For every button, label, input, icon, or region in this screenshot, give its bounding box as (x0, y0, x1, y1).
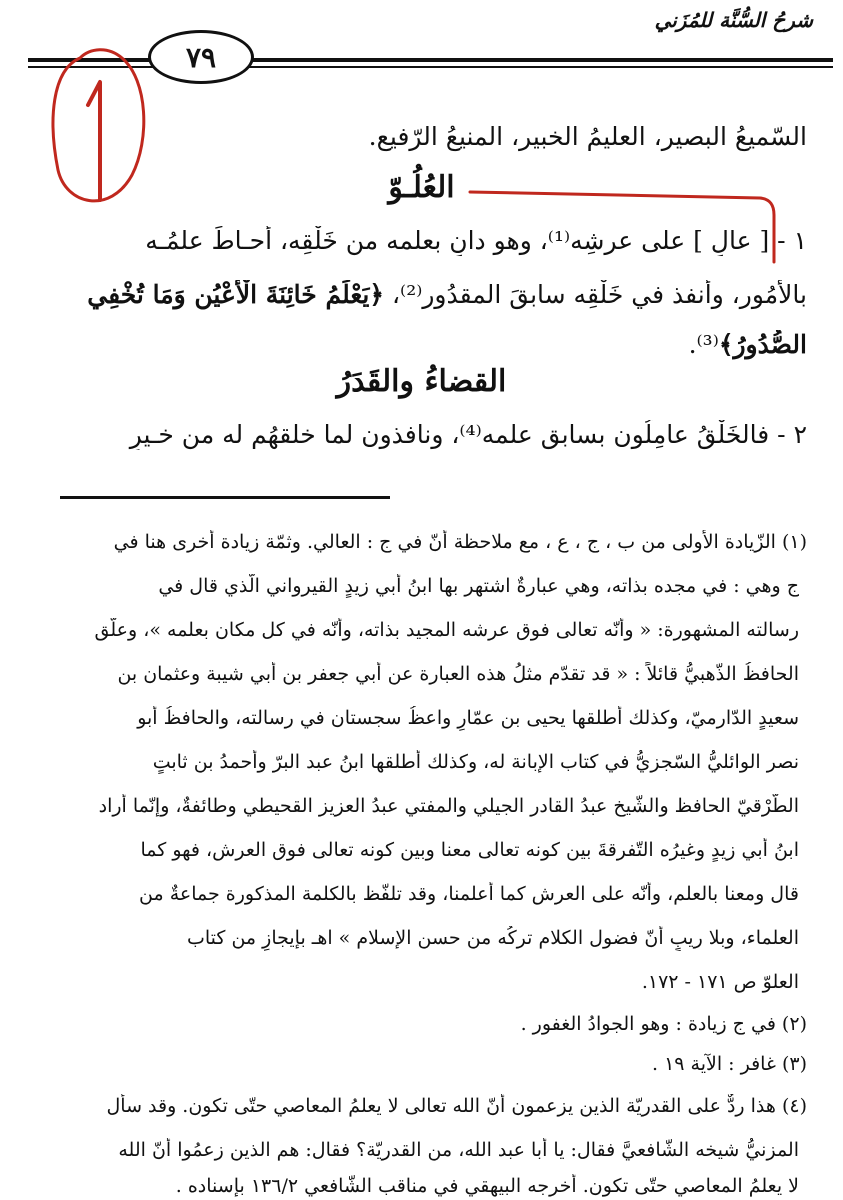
section-heading-qada-qadar: القضاءُ والقَدَرُ (336, 364, 507, 399)
footnote-3: (٣) غافر : الآية ١٩ . (651, 1053, 807, 1075)
footnote-4-line-1: (٤) هذا ردٌّ على القدريّة الذين يزعمون أنّ الله تعالى لا يعلمُ المعاصي حتّى تكون. وقد سأل (106, 1095, 807, 1117)
section-heading-uluw: العُلُـوّ (388, 170, 455, 205)
footnote-1-line-11: العلوّ ص ١٧١ - ١٧٢. (641, 971, 799, 993)
footnote-1-line-3: رسالته المشهورة: « وأنّه تعالى فوق عرشه المجيد بذاته، وأنّه في كل مكان بعلمه »، وعلّق (94, 619, 799, 641)
paragraph-1-line-3 (30, 330, 807, 360)
paragraph-1-line-2 (30, 280, 807, 310)
p1-line2-text: بالأمُور، وأنفذ في خَلْقِه سابقَ المقدُور⁽²⁾، (384, 280, 807, 309)
footnote-1-line-7: الطّرْقيّ الحافظ والشّيخ عبدُ القادر الجيلي والمفتي عبدُ العزيز القحيطي وطائفةٌ، وإنّما أراد (98, 795, 799, 817)
footnote-1-line-10: العلماء، وبلا ريبٍ أنّ فضول الكلام تركُه من حسن الإسلام » اهـ بإيجازٍ من كتاب (186, 927, 799, 949)
footnote-1-line-9: قال ومعنا بالعلم، وأنّه على العرش كما أعلمنا، وقد تلفّظ بالكلمة المذكورة جماعةٌ من (139, 883, 799, 905)
page-number-badge: ٧٩ (148, 30, 254, 84)
footnote-1-line-1: (١) الزّيادة الأولى من ب ، ج ، ع ، مع ملاحظة أنّ في ج : العالي. وثمّة زيادة أخرى هنا في (113, 531, 807, 553)
footnote-1-line-4: الحافظُ الذّهبيُّ قائلاً : « قد تقدّم مثلُ هذه العبارة عن أبي جعفر بن أبي شيبة وعثمان بن (117, 663, 799, 685)
footnote-2: (٢) في ج زيادة : وهو الجوادُ الغفور . (520, 1013, 807, 1035)
quran-verse-end: الصُّدُورُ﴾ (718, 330, 807, 359)
main-line-1: السّميعُ البصير، العليمُ الخبير، المنيعُ الرّفيع. (368, 122, 807, 151)
footnote-ref-3: ⁽³⁾. (688, 330, 719, 359)
footnote-separator (60, 496, 390, 499)
footnote-1-line-6: نصر الوائليُّ السّجزيُّ في كتاب الإبانة له، وكذلك أطلقها ابنُ عبد البرّ وأحمدُ بن ثابتٍ (152, 751, 799, 773)
footnote-4-line-3: لا يعلمُ المعاصي حتّى تكون. أخرجه البيهقي في مناقب الشّافعي ١٣٦/٢ بإسناده . (175, 1175, 799, 1197)
footnote-4-line-2: المزنيُّ شيخه الشّافعيَّ فقال: يا أبا عبد الله، من القدريّة؟ فقال: هم الذين زعمُوا أنّ الله (118, 1139, 799, 1161)
paragraph-1-line-1: ١ - [ عالٍ ] على عرشِه⁽¹⁾، وهو دانٍ بعلمه من خَلْقِه، أحـاطَ علمُـه (145, 226, 807, 255)
footnote-1-line-5: سعيدٍ الدّارميّ، وكذلك أطلقها يحيى بن عمّارٍ واعظُ سجستان في رسالته، والحافظُ أبو (137, 707, 799, 729)
footnote-1-line-8: ابنُ أبي زيدٍ وغيرُه التّفرقةَ بين كونه تعالى معنا وبين كونه تعالى فوق العرش، فهو كما (140, 839, 799, 861)
header-rule-thin (28, 66, 833, 68)
quran-verse: ﴿يَعْلَمُ خَائِنَةَ الْأَعْيُنِ وَمَا تُخْفِي (87, 280, 385, 309)
running-header-title: شرحُ السُّنَّة للمُزَني (654, 8, 813, 32)
paragraph-2-line-1: ٢ - فالخَلْقُ عامِلُون بسابق علمه⁽⁴⁾، ونافذون لما خلقهُم له من خـيرٍ (129, 420, 807, 449)
footnote-1-line-2: ج وهي : في مجده بذاته، وهي عبارةٌ اشتهر بها ابنُ أبي زيدٍ القيرواني الّذي قال في (158, 575, 799, 597)
